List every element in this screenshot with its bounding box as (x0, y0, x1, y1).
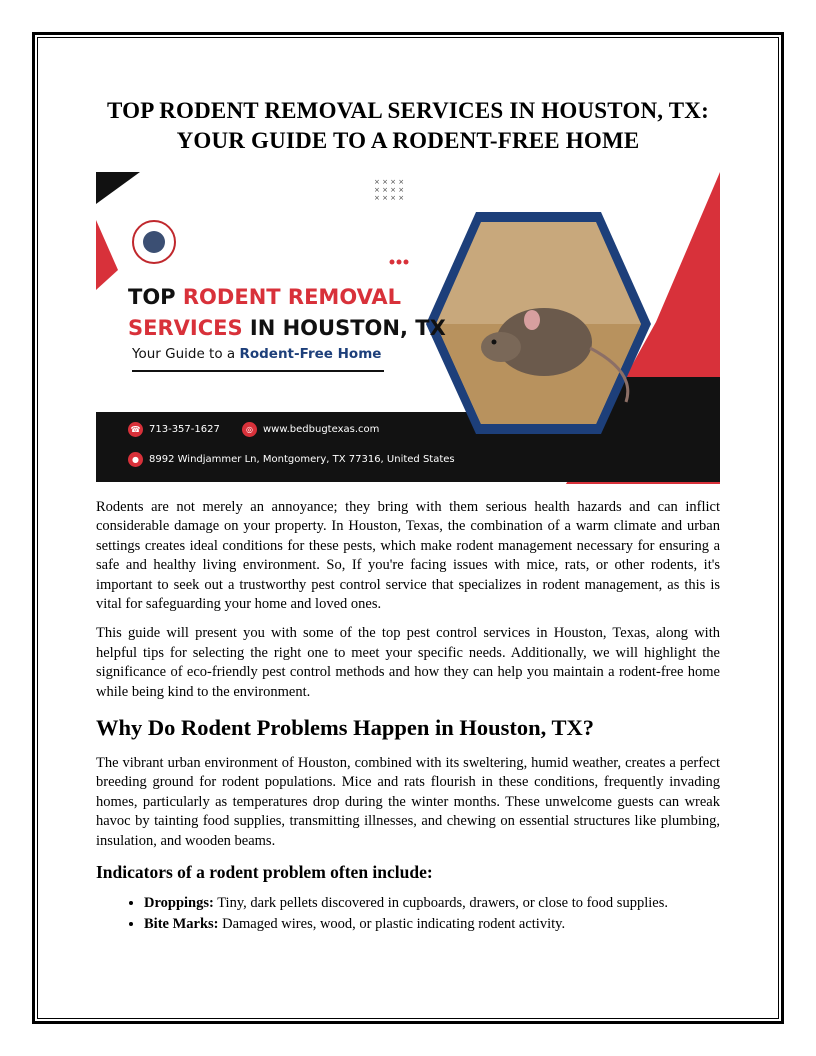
svg-text:× × × ×: × × × × (374, 186, 405, 194)
location-pin-icon: ● (128, 452, 143, 467)
logo-emblem-icon (143, 231, 165, 253)
contact-address (128, 452, 455, 467)
dots-pattern (374, 178, 404, 202)
hero-banner (96, 172, 720, 484)
banner-underline (132, 370, 384, 372)
globe-icon: ◎ (242, 422, 257, 437)
phone-icon: ☎ (128, 422, 143, 437)
page-title: TOP RODENT REMOVAL SERVICES IN HOUSTON, TX: YOUR GUIDE TO A RODENT-FREE HOME (107, 98, 709, 153)
banner-heading-highlight: RODENT REMOVAL (182, 285, 402, 309)
website-link[interactable]: www.bedbugtexas.com (263, 424, 380, 435)
document-body (96, 96, 720, 934)
list-item-term: Bite Marks: (144, 915, 219, 932)
address-text: 8992 Windjammer Ln, Montgomery, TX 77316, United States (149, 454, 455, 465)
contact-phone (128, 422, 220, 437)
contact-website (242, 422, 379, 437)
svg-text:× × × ×: × × × × (374, 178, 405, 186)
banner-heading-highlight: SERVICES (128, 316, 250, 340)
list-item-text: Damaged wires, wood, or plastic indicating rodent activity. (218, 915, 566, 932)
indicators-heading: Indicators of a rodent problem often include: (96, 862, 433, 883)
section-heading: Why Do Rodent Problems Happen in Houston, TX? (96, 715, 595, 741)
svg-text:× × × ×: × × × × (374, 194, 405, 202)
banner-heading (128, 282, 446, 344)
intro-paragraph: Rodents are not merely an annoyance; they bring with them serious health hazards and can inflict considerable damage on your property. In Houston, Texas, the combination of a warm climate and urban settings creates ideal conditions for these pests, which make rodent management necessary for ensuring a safe and healthy living environment. So, If you're facing issues with mice, rats, or other rodents, it's important to seek out a trustworthy pest control service that specializes in rodent management, as this is vital for safeguarding your home and loved ones. (96, 499, 720, 613)
list-item (144, 893, 720, 914)
banner-subheading-part: Your Guide to a (132, 346, 240, 362)
guide-paragraph: This guide will present you with some of the top pest control services in Houston, Texas, along with helpful tips for selecting the right one to meet your specific needs. Additionally, we will highlight the significance of eco-friendly pest control methods and how they can help you maintain a rodent-free home while being kind to the environment. (96, 625, 720, 700)
company-logo (132, 220, 176, 264)
banner-heading-part: IN HOUSTON, TX (249, 316, 446, 340)
list-item-term: Droppings: (144, 895, 214, 912)
corner-black-shape (96, 172, 140, 204)
banner-subheading (132, 346, 381, 362)
section-paragraph: The vibrant urban environment of Houston, combined with its sweltering, humid weather, creates a perfect breeding ground for rodent populations. Mice and rats flourish in these conditions, frequently invading homes, particularly as temperatures drop during the winter months. These unwelcome guests can wreak havoc by tainting food supplies, transmitting illnesses, and chewing on essential structures like plumbing, insulation, and wooden beams. (96, 755, 720, 849)
ellipsis-dots-icon (390, 260, 409, 265)
corner-red-shape (96, 220, 118, 290)
banner-subheading-highlight: Rodent-Free Home (239, 346, 382, 362)
list-item (144, 914, 720, 935)
banner-heading-part: TOP (128, 285, 183, 309)
phone-number: 713-357-1627 (149, 424, 220, 435)
indicators-list (96, 893, 720, 934)
list-item-text: Tiny, dark pellets discovered in cupboards, drawers, or close to food supplies. (213, 895, 668, 912)
